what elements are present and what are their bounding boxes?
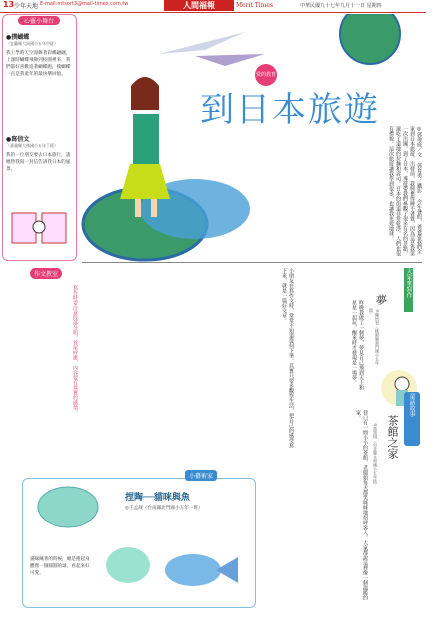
item1-body: 我上學時天空漫舞著彩蝶翩翩，上課時蝴蝶飛舞到校園裡來，我們都好喜歡追著蝴蝶跑，撲蝴蝶一直是我童年的最快樂回憶。 — [6, 51, 71, 77]
right-tag-1: 大家來寫作 — [404, 268, 413, 312]
issue-date: 中華民國九十七年九月十一日 星期四 — [300, 3, 382, 9]
middle-badge: 作文教室 — [30, 268, 62, 279]
middle-body: 小朋友在寫作文時，常常不知道從何下筆。其實只要多觀察生活，把自己的感受寫下來，就是一篇好文章。 — [281, 268, 294, 448]
section-name: 少年天地 — [14, 3, 39, 10]
writing-tip: 寫作時要注意段落分明，首尾呼應，內容要有真實的感情。 — [72, 285, 78, 415]
airplane-globe-illustration — [300, 14, 420, 74]
item1-title: 夢 — [376, 294, 387, 307]
masthead-logo-en: Merit Times — [236, 2, 274, 9]
item1-body: 昨晚我做了一個夢，夢見自己飛到天上和星星一起玩，醒來時才發現是一場夢。 — [351, 300, 364, 390]
item1-source: （宜蘭縣大同國小五年甲班） — [6, 41, 58, 46]
art-byline: ◎王孟葳（台南縣北門國小五年一班） — [125, 506, 203, 511]
cartoon-illustration — [8, 205, 70, 253]
page-number: 13 — [3, 0, 15, 9]
girl-globe-illustration — [75, 14, 275, 264]
item2-byline: ◎黃靖琪（台北縣永和國小五年級） — [373, 422, 378, 487]
item2-title: 茶館之家 — [386, 415, 399, 459]
feature-byline: ◎郭瑋庭／文 郭育勇／攝影 — [416, 126, 422, 193]
art-caption: 貓咪睡著的時候，總是捲起身體像一個圓圓的球，看起來好可愛。 — [30, 557, 90, 576]
feature-tag-badge: 愛的教育 — [255, 64, 277, 86]
item2-source: （嘉義縣大林國小五年丁班） — [6, 143, 58, 148]
feature-body-text: 今年暑假，爸爸帶我們全家到日本旅遊。出發前，我興奮得睡不著覺，因為這是我第一次出國。到了日本，導遊帶我們參觀了很多有名的景點，還吃了道地的拉麵和壽司。日本的街道非常乾淨，人們也很有禮貌。這次旅遊讓我學到很多，也讓我更愛地球。 — [388, 126, 422, 256]
item1-byline: ◎陳怡君（桃園縣東門國小五年級） — [369, 308, 380, 365]
item2-body: 巷口有一間小小的茶館，老闆娘每天都笑咪咪地招呼客人，大家都說這裡像一個溫暖的家。 — [355, 410, 368, 600]
item2-heading: ●寫信文 — [6, 136, 30, 143]
art-title: 捏陶──貓咪與魚 — [125, 493, 190, 503]
right-tag-2: 童話故事 — [404, 392, 420, 446]
email-link[interactable]: E-mail:mtsort3@mail-times.com.tw — [40, 1, 129, 7]
divider — [82, 262, 422, 263]
column-badge: 心靈小舞台 — [18, 16, 60, 25]
feature-title: 到日本旅遊 — [200, 90, 380, 130]
clay-cats-photo — [28, 485, 248, 605]
item2-body: 我的一位朋友要去日本旅行，請她替我寫一封信告訴我日本的風景。 — [6, 153, 71, 172]
art-box-badge: 小藝術家 — [185, 470, 217, 481]
item1-heading: ●撲蝴蝶 — [6, 34, 30, 41]
feature-body — [272, 126, 422, 256]
masthead-logo: 人間福報 — [164, 0, 234, 11]
